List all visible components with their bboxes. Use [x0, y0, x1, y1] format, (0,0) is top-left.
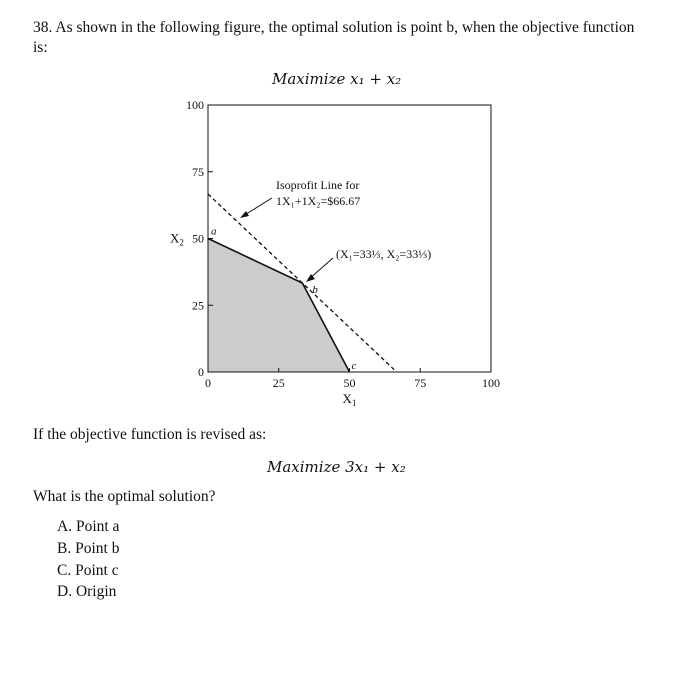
y-tick-label: 75	[192, 164, 204, 179]
option-text: Point b	[75, 540, 120, 557]
question-body: As shown in the following figure, the optimal solution is point b, when the objective function is:	[33, 19, 635, 56]
objective-expression: x₁ + x₂	[350, 70, 402, 88]
x-tick-label: 100	[482, 376, 500, 390]
x-tick-label: 0	[205, 376, 211, 390]
revised-objective-label: Maximize	[267, 458, 341, 476]
isoprofit-annotation-line2: 1X₁+1X₂=$66.67	[276, 194, 361, 208]
option-letter: D.	[57, 583, 73, 600]
point-b-label: b	[312, 284, 318, 297]
y-tick-label: 25	[192, 298, 204, 313]
point-b-annotation: (X₁=33⅓, X₂=33⅓)	[336, 247, 432, 261]
x-tick-label: 25	[272, 376, 285, 390]
question-text	[33, 18, 643, 58]
option-b[interactable]	[57, 540, 119, 558]
option-text: Point c	[75, 562, 119, 579]
x-tick-label: 50	[343, 376, 356, 390]
y-tick-label: 0	[198, 365, 204, 379]
revised-objective-function	[267, 458, 406, 476]
revised-text: If the objective function is revised as:	[33, 426, 267, 443]
point-a-label: a	[211, 225, 217, 238]
x-axis-label: $X_1$	[342, 391, 357, 408]
isoprofit-annotation-line1: Isoprofit Line for	[276, 178, 360, 192]
y-axis-label: $X_2$	[170, 230, 184, 248]
point-c-label: c	[351, 360, 357, 372]
option-letter: A.	[57, 518, 73, 535]
option-text: Origin	[75, 583, 117, 600]
option-letter: C.	[57, 562, 72, 579]
option-c[interactable]	[57, 562, 119, 580]
option-text: Point a	[75, 518, 120, 535]
point-b-arrow-line	[309, 258, 333, 279]
y-tick-label: 100	[186, 98, 204, 112]
feasible-region-chart	[160, 92, 520, 422]
objective-label: Maximize	[272, 70, 346, 88]
question-number: 38.	[33, 19, 53, 36]
revised-objective-expression: 3x₁ + x₂	[345, 458, 406, 476]
option-a[interactable]	[57, 518, 119, 536]
isoprofit-arrowhead	[240, 211, 249, 218]
option-d[interactable]	[57, 583, 116, 601]
x-tick-label: 75	[414, 376, 427, 390]
option-letter: B.	[57, 540, 72, 557]
y-tick-label: 50	[192, 231, 204, 246]
objective-function	[272, 70, 401, 88]
feasible-region	[208, 239, 350, 373]
question-prompt: What is the optimal solution?	[33, 488, 216, 505]
